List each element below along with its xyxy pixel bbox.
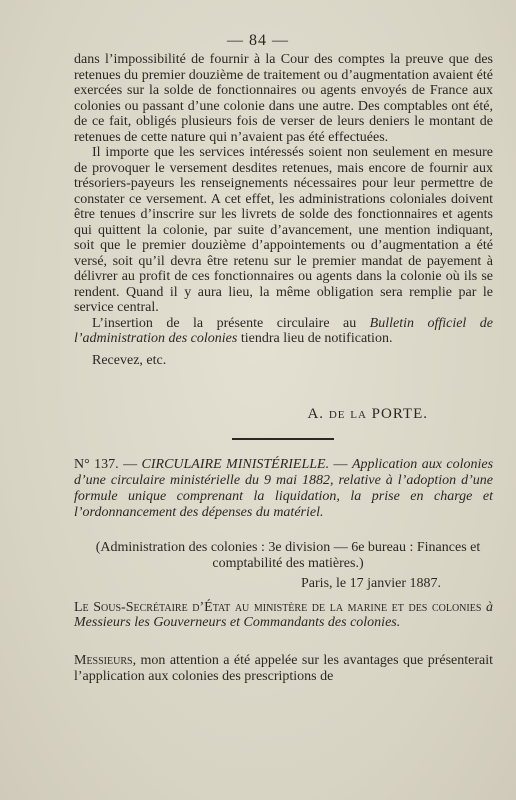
closing-formula: Recevez, etc. xyxy=(92,352,167,368)
salutation: Messieurs, xyxy=(74,653,137,668)
circular-title: CIRCULAIRE MINISTÉRIELLE. xyxy=(141,457,330,472)
signature: A. de la PORTE. xyxy=(307,406,428,422)
body-text xyxy=(74,52,493,368)
bulletin-title: Bulletin officiel de l’administration des colonies xyxy=(74,315,493,346)
section-divider xyxy=(232,438,334,440)
page-number: — 84 — xyxy=(227,32,289,49)
circular-heading: N° 137. — CIRCULAIRE MINISTÉRIELLE. — Application aux colonies d’une circulaire ministérielle du 9 mai 1882, relative à l’adoption d’une formule unique comprenant la liquidation, la prise en charge et l’ordonnancement des dépenses du matériel. xyxy=(74,457,494,520)
paragraph-importance: Il importe que les services intéressés soient non seulement en mesure de provoquer le versement desdites retenues, mais encore de fournir aux trésoriers-payeurs les renseignements nécessaires pour leur permettre de constater ce versement. A cet effet, les administrations coloniales doivent être tenues d’inscrire sur les livrets de solde des fonctionnaires et agents qui quittent la colonie, par suite d’avancement, une mention indiquant, soit que le premier douzième d’appointements ou d’augmentation a été versé, soit qu’il devra être retenu sur le premier mandat de payement à délivrer au profit de ces fonctionnaires ou agents dans la colonie où ils se rendent. Quand il y aura lieu, la même obligation sera remplie par le service central. xyxy=(74,145,493,315)
paragraph-retenues: dans l’impossibilité de fournir à la Cour des comptes la preuve que des retenues du premier douzième de traitement ou d’augmentation avaient été exercées sur la solde de fonctionnaires ou agents envoyés de France aux colonies ou passant d’une colonie dans une autre. Des comptables ont été, de ce fait, obligés plusieurs fois de verser de leurs deniers le montant de retenues de cette nature qui n’avaient pas été effectuées. xyxy=(74,52,493,145)
sender: Le Sous-Secrétaire d’État au ministère de la marine et des colonies xyxy=(74,600,482,615)
address-line xyxy=(74,600,493,630)
paragraph-insertion: L’insertion de la présente circulaire au Bulletin officiel de l’administration des colonies tiendra lieu de notification. xyxy=(74,315,493,346)
circular-number: N° 137. — xyxy=(74,457,138,472)
recipients: à Messieurs les Gouverneurs et Commandants des colonies. xyxy=(74,600,493,630)
dateline: Paris, le 17 janvier 1887. xyxy=(301,576,441,591)
circular-subject: Application aux colonies d’une circulaire ministérielle du 9 mai 1882, relative à l’adoption d’une formule unique comprenant la liquidation, la prise en charge et l’ordonnancement des dépenses du matériel. xyxy=(74,457,494,520)
administration-note: (Administration des colonies : 3e division — 6e bureau : Finances et comptabilité des matières.) xyxy=(95,540,481,571)
opening-paragraph: Messieurs, mon attention a été appelée sur les avantages que présenterait l’application aux colonies des prescriptions de xyxy=(74,653,493,684)
